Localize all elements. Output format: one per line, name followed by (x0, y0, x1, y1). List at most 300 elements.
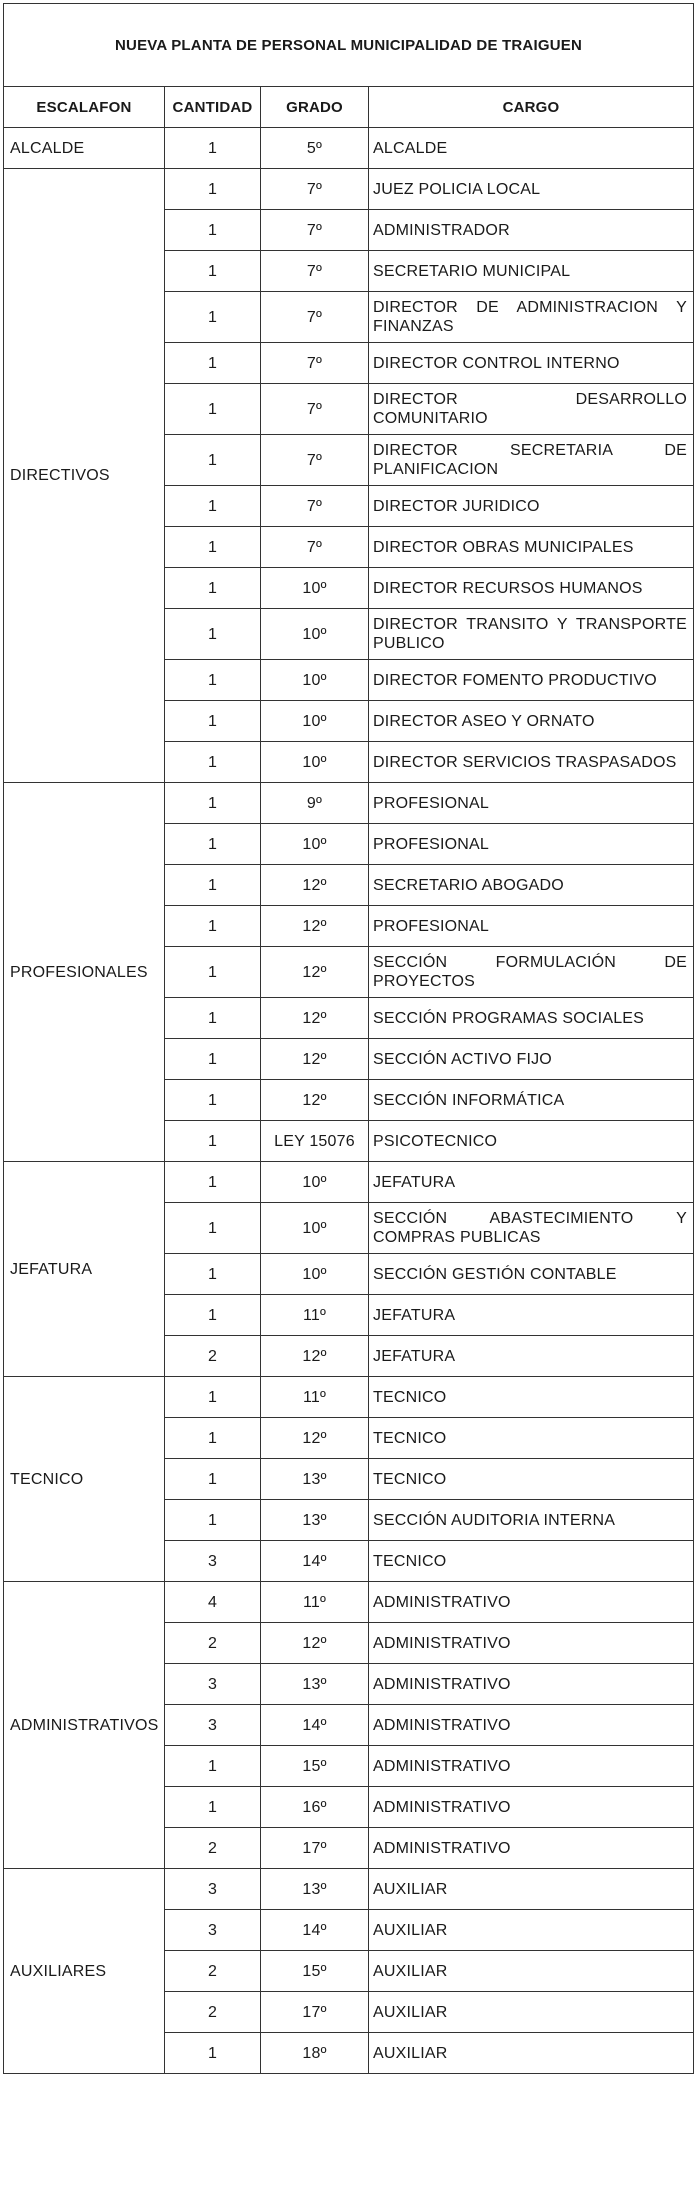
cargo-cell (368, 1038, 694, 1080)
grado-cell-text: 12º (302, 1634, 327, 1652)
grado-cell (260, 1909, 369, 1951)
grado-cell-text: 12º (302, 1091, 327, 1109)
grado-cell (260, 1786, 369, 1828)
cantidad-cell-text: 1 (207, 1009, 218, 1027)
cargo-cell-text: ADMINISTRATIVO (373, 1716, 511, 1734)
cantidad-cell-text: 2 (207, 1634, 218, 1652)
escalafon-cell (3, 1161, 165, 1377)
cantidad-cell-text: 2 (207, 1839, 218, 1857)
cargo-cell-text: PSICOTECNICO (373, 1132, 498, 1150)
grado-cell-text: 12º (302, 1429, 327, 1447)
grado-cell-text: 14º (302, 1921, 327, 1939)
grado-cell-text: 17º (302, 2003, 327, 2021)
cargo-cell-text: TECNICO (373, 1552, 447, 1570)
cantidad-cell (164, 1161, 261, 1203)
cargo-cell (368, 383, 694, 435)
grado-cell-text: 12º (302, 876, 327, 894)
cantidad-cell-text: 1 (207, 712, 218, 730)
cargo-cell (368, 608, 694, 660)
cantidad-cell-text: 1 (207, 1429, 218, 1447)
cargo-cell-text: SECCIÓN PROGRAMAS SOCIALES (373, 1009, 645, 1027)
cantidad-cell-text: 1 (207, 221, 218, 239)
cantidad-cell-text: 1 (207, 497, 218, 515)
cantidad-cell-text: 1 (207, 1757, 218, 1775)
grado-cell (260, 864, 369, 906)
cargo-cell-text: JEFATURA (373, 1173, 456, 1191)
cantidad-cell-text: 1 (207, 354, 218, 372)
grado-cell (260, 1202, 369, 1254)
header-cargo-text: CARGO (502, 98, 560, 116)
grado-cell (260, 741, 369, 783)
cargo-cell (368, 1581, 694, 1623)
cargo-cell (368, 946, 694, 998)
grado-cell (260, 997, 369, 1039)
cargo-cell (368, 1376, 694, 1418)
grado-cell (260, 1161, 369, 1203)
cargo-cell-text: ADMINISTRATIVO (373, 1757, 511, 1775)
grado-cell (260, 1079, 369, 1121)
cargo-cell-text: ADMINISTRATIVO (373, 1593, 511, 1611)
cantidad-cell (164, 1294, 261, 1336)
grado-cell (260, 1499, 369, 1541)
grado-cell-text: 11º (302, 1306, 327, 1324)
cargo-cell-text: SECCIÓN INFORMÁTICA (373, 1091, 565, 1109)
grado-cell (260, 127, 369, 169)
grado-cell-text: 7º (306, 497, 323, 515)
cantidad-cell-text: 3 (207, 1552, 218, 1570)
cantidad-cell-text: 1 (207, 1050, 218, 1068)
cantidad-cell-text: 1 (207, 963, 218, 981)
grado-cell (260, 1991, 369, 2033)
cargo-cell-text: AUXILIAR (373, 2044, 448, 2062)
grado-cell (260, 782, 369, 824)
cargo-cell-text: PROFESIONAL (373, 835, 490, 853)
cantidad-cell (164, 1622, 261, 1664)
cargo-cell (368, 209, 694, 251)
cargo-cell-text: SECCIÓN ABASTECIMIENTO Y COMPRAS PUBLICAS (373, 1210, 687, 1246)
grado-cell (260, 168, 369, 210)
grado-cell-text: 10º (302, 671, 327, 689)
cargo-cell-text: ADMINISTRATIVO (373, 1839, 511, 1857)
cargo-cell (368, 741, 694, 783)
cantidad-cell-text: 1 (207, 917, 218, 935)
cargo-cell-text: SECRETARIO MUNICIPAL (373, 262, 571, 280)
cargo-cell (368, 823, 694, 865)
cantidad-cell (164, 1038, 261, 1080)
grado-cell-text: LEY 15076 (274, 1132, 355, 1150)
cargo-cell-text: ALCALDE (373, 139, 448, 157)
cantidad-cell (164, 1704, 261, 1746)
grado-cell-text: 7º (306, 308, 323, 326)
grado-cell (260, 434, 369, 486)
cargo-cell-text: SECCIÓN GESTIÓN CONTABLE (373, 1265, 617, 1283)
cantidad-cell-text: 1 (207, 794, 218, 812)
cantidad-cell (164, 434, 261, 486)
cantidad-cell-text: 1 (207, 1470, 218, 1488)
cantidad-cell-text: 1 (207, 1388, 218, 1406)
cargo-cell (368, 1868, 694, 1910)
grado-cell-text: 12º (302, 963, 327, 981)
cargo-cell-text: DIRECTOR DE ADMINISTRACION Y FINANZAS (373, 299, 687, 335)
header-grado-text: GRADO (286, 98, 343, 116)
cantidad-cell (164, 250, 261, 292)
cargo-cell (368, 659, 694, 701)
grado-cell (260, 291, 369, 343)
grado-cell (260, 1417, 369, 1459)
cantidad-cell (164, 1079, 261, 1121)
grado-cell (260, 209, 369, 251)
grado-cell-text: 7º (306, 221, 323, 239)
cargo-cell (368, 1499, 694, 1541)
grado-cell (260, 700, 369, 742)
cantidad-cell (164, 659, 261, 701)
grado-cell-text: 15º (302, 1962, 327, 1980)
header-cargo (368, 86, 694, 128)
grado-cell-text: 10º (302, 1219, 327, 1237)
grado-cell-text: 13º (302, 1511, 327, 1529)
grado-cell (260, 1663, 369, 1705)
grado-cell (260, 2032, 369, 2074)
cargo-cell-text: SECCIÓN AUDITORIA INTERNA (373, 1511, 616, 1529)
escalafon-cell (3, 127, 165, 169)
grado-cell-text: 14º (302, 1716, 327, 1734)
cargo-cell-text: DIRECTOR SERVICIOS TRASPASADOS (373, 753, 677, 771)
escalafon-cell-text: ALCALDE (10, 139, 85, 157)
cantidad-cell-text: 1 (207, 1091, 218, 1109)
cargo-cell (368, 127, 694, 169)
cargo-cell-text: ADMINISTRATIVO (373, 1798, 511, 1816)
grado-cell-text: 16º (302, 1798, 327, 1816)
cantidad-cell (164, 383, 261, 435)
grado-cell-text: 18º (302, 2044, 327, 2062)
grado-cell (260, 1622, 369, 1664)
cargo-cell (368, 291, 694, 343)
grado-cell-text: 10º (302, 625, 327, 643)
cargo-cell (368, 1294, 694, 1336)
grado-cell-text: 13º (302, 1470, 327, 1488)
cantidad-cell-text: 1 (207, 579, 218, 597)
grado-cell (260, 823, 369, 865)
cargo-cell-text: SECCIÓN ACTIVO FIJO (373, 1050, 552, 1068)
cargo-cell (368, 1417, 694, 1459)
cargo-cell (368, 1950, 694, 1992)
grado-cell-text: 7º (306, 354, 323, 372)
grado-cell (260, 342, 369, 384)
grado-cell (260, 905, 369, 947)
cantidad-cell (164, 567, 261, 609)
cargo-cell (368, 250, 694, 292)
cargo-cell (368, 1120, 694, 1162)
grado-cell-text: 7º (306, 451, 323, 469)
cargo-cell (368, 1458, 694, 1500)
cantidad-cell (164, 1950, 261, 1992)
cantidad-cell (164, 1745, 261, 1787)
cantidad-cell-text: 1 (207, 1306, 218, 1324)
cargo-cell-text: JUEZ POLICIA LOCAL (373, 180, 541, 198)
grado-cell-text: 9º (306, 794, 323, 812)
grado-cell-text: 12º (302, 1347, 327, 1365)
grado-cell (260, 659, 369, 701)
cantidad-cell-text: 2 (207, 1347, 218, 1365)
cantidad-cell (164, 864, 261, 906)
escalafon-cell-text: PROFESIONALES (10, 963, 148, 981)
cantidad-cell-text: 1 (207, 451, 218, 469)
grado-cell (260, 608, 369, 660)
cantidad-cell-text: 4 (207, 1593, 218, 1611)
cantidad-cell-text: 1 (207, 671, 218, 689)
table-title-text: NUEVA PLANTA DE PERSONAL MUNICIPALIDAD DE TRAIGUEN (115, 36, 582, 54)
cantidad-cell (164, 700, 261, 742)
cantidad-cell (164, 291, 261, 343)
cantidad-cell-text: 3 (207, 1921, 218, 1939)
cantidad-cell-text: 1 (207, 1511, 218, 1529)
cargo-cell-text: SECRETARIO ABOGADO (373, 876, 564, 894)
cargo-cell (368, 1827, 694, 1869)
cantidad-cell-text: 1 (207, 180, 218, 198)
cargo-cell (368, 342, 694, 384)
grado-cell (260, 250, 369, 292)
cargo-cell-text: DIRECTOR RECURSOS HUMANOS (373, 579, 643, 597)
cargo-cell-text: DIRECTOR FOMENTO PRODUCTIVO (373, 671, 657, 689)
cantidad-cell (164, 1540, 261, 1582)
grado-cell-text: 15º (302, 1757, 327, 1775)
cantidad-cell (164, 905, 261, 947)
cantidad-cell-text: 2 (207, 2003, 218, 2021)
grado-cell (260, 946, 369, 998)
grado-cell (260, 1868, 369, 1910)
cantidad-cell-text: 1 (207, 625, 218, 643)
grado-cell-text: 12º (302, 917, 327, 935)
grado-cell (260, 1294, 369, 1336)
grado-cell (260, 1704, 369, 1746)
escalafon-cell-text: TECNICO (10, 1470, 84, 1488)
cantidad-cell-text: 1 (207, 308, 218, 326)
cantidad-cell-text: 1 (207, 2044, 218, 2062)
cantidad-cell (164, 1253, 261, 1295)
header-cantidad-text: CANTIDAD (172, 98, 253, 116)
escalafon-cell-text: DIRECTIVOS (10, 467, 110, 484)
cantidad-cell (164, 997, 261, 1039)
cargo-cell (368, 1745, 694, 1787)
cargo-cell (368, 1663, 694, 1705)
cantidad-cell-text: 1 (207, 1219, 218, 1237)
cantidad-cell (164, 1335, 261, 1377)
cargo-cell (368, 485, 694, 527)
cargo-cell-text: AUXILIAR (373, 2003, 448, 2021)
escalafon-cell-text: JEFATURA (10, 1260, 93, 1278)
grado-cell-text: 7º (306, 180, 323, 198)
cargo-cell-text: DIRECTOR ASEO Y ORNATO (373, 712, 595, 730)
cantidad-cell-text: 1 (207, 1173, 218, 1191)
cantidad-cell (164, 1202, 261, 1254)
cargo-cell-text: SECCIÓN FORMULACIÓN DE PROYECTOS (373, 954, 687, 990)
grado-cell-text: 12º (302, 1050, 327, 1068)
cantidad-cell (164, 1663, 261, 1705)
cantidad-cell (164, 1458, 261, 1500)
cargo-cell (368, 1786, 694, 1828)
escalafon-cell-text: AUXILIARES (10, 1962, 107, 1980)
cantidad-cell (164, 1376, 261, 1418)
cargo-cell (368, 782, 694, 824)
grado-cell-text: 11º (302, 1593, 327, 1611)
cantidad-cell-text: 3 (207, 1880, 218, 1898)
cantidad-cell (164, 209, 261, 251)
cargo-cell (368, 434, 694, 486)
cargo-cell-text: ADMINISTRADOR (373, 221, 510, 239)
cantidad-cell (164, 526, 261, 568)
cargo-cell-text: DIRECTOR CONTROL INTERNO (373, 354, 620, 372)
cargo-cell (368, 864, 694, 906)
cargo-cell-text: AUXILIAR (373, 1962, 448, 1980)
cargo-cell (368, 1540, 694, 1582)
escalafon-cell (3, 782, 165, 1162)
grado-cell-text: 10º (302, 1173, 327, 1191)
cantidad-cell-text: 2 (207, 1962, 218, 1980)
grado-cell (260, 383, 369, 435)
cargo-cell-text: DIRECTOR TRANSITO Y TRANSPORTE PUBLICO (373, 616, 687, 652)
cargo-cell-text: TECNICO (373, 1388, 447, 1406)
header-escalafon (3, 86, 165, 128)
cargo-cell (368, 2032, 694, 2074)
cantidad-cell (164, 1581, 261, 1623)
escalafon-cell (3, 1581, 165, 1869)
escalafon-cell (3, 1868, 165, 2074)
cargo-cell-text: DIRECTOR OBRAS MUNICIPALES (373, 538, 634, 556)
escalafon-cell (3, 1376, 165, 1582)
cargo-cell (368, 1622, 694, 1664)
cantidad-cell (164, 1868, 261, 1910)
cantidad-cell-text: 1 (207, 400, 218, 418)
grado-cell-text: 7º (306, 400, 323, 418)
cargo-cell-text: DIRECTOR SECRETARIA DE PLANIFICACION (373, 442, 687, 478)
grado-cell (260, 485, 369, 527)
cantidad-cell-text: 1 (207, 835, 218, 853)
cantidad-cell (164, 1991, 261, 2033)
cargo-cell (368, 1202, 694, 1254)
cargo-cell (368, 168, 694, 210)
cantidad-cell-text: 3 (207, 1675, 218, 1693)
grado-cell (260, 1950, 369, 1992)
grado-cell-text: 10º (302, 753, 327, 771)
grado-cell (260, 1253, 369, 1295)
grado-cell (260, 1038, 369, 1080)
cargo-cell (368, 567, 694, 609)
grado-cell (260, 1745, 369, 1787)
cargo-cell (368, 700, 694, 742)
grado-cell (260, 1827, 369, 1869)
grado-cell-text: 7º (306, 538, 323, 556)
grado-cell-text: 10º (302, 712, 327, 730)
cantidad-cell (164, 1417, 261, 1459)
cantidad-cell-text: 1 (207, 876, 218, 894)
cargo-cell-text: TECNICO (373, 1429, 447, 1447)
cargo-cell-text: AUXILIAR (373, 1880, 448, 1898)
cargo-cell-text: TECNICO (373, 1470, 447, 1488)
cantidad-cell (164, 1909, 261, 1951)
cargo-cell-text: DIRECTOR JURIDICO (373, 497, 540, 515)
cantidad-cell-text: 1 (207, 538, 218, 556)
cargo-cell (368, 1161, 694, 1203)
cantidad-cell (164, 168, 261, 210)
cantidad-cell-text: 1 (207, 262, 218, 280)
grado-cell (260, 1581, 369, 1623)
cargo-cell-text: JEFATURA (373, 1347, 456, 1365)
cargo-cell-text: DIRECTOR DESARROLLO COMUNITARIO (373, 391, 687, 427)
cargo-cell-text: PROFESIONAL (373, 794, 490, 812)
cargo-cell-text: ADMINISTRATIVO (373, 1675, 511, 1693)
grado-cell-text: 11º (302, 1388, 327, 1406)
cantidad-cell (164, 823, 261, 865)
grado-cell (260, 1458, 369, 1500)
cargo-cell (368, 997, 694, 1039)
cargo-cell (368, 1335, 694, 1377)
header-grado (260, 86, 369, 128)
cargo-cell (368, 1253, 694, 1295)
cargo-cell-text: ADMINISTRATIVO (373, 1634, 511, 1652)
cantidad-cell (164, 1499, 261, 1541)
grado-cell (260, 526, 369, 568)
cargo-cell-text: JEFATURA (373, 1306, 456, 1324)
header-escalafon-text: ESCALAFON (36, 98, 132, 116)
cantidad-cell (164, 1786, 261, 1828)
cargo-cell (368, 1079, 694, 1121)
cantidad-cell (164, 946, 261, 998)
grado-cell-text: 10º (302, 579, 327, 597)
cantidad-cell-text: 1 (207, 139, 218, 157)
cantidad-cell-text: 1 (207, 753, 218, 771)
grado-cell-text: 13º (302, 1675, 327, 1693)
grado-cell-text: 7º (306, 262, 323, 280)
grado-cell-text: 14º (302, 1552, 327, 1570)
grado-cell-text: 13º (302, 1880, 327, 1898)
cantidad-cell (164, 1827, 261, 1869)
cantidad-cell-text: 1 (207, 1798, 218, 1816)
cargo-cell (368, 905, 694, 947)
cantidad-cell-text: 1 (207, 1132, 218, 1150)
cantidad-cell (164, 485, 261, 527)
cargo-cell (368, 1991, 694, 2033)
cantidad-cell (164, 1120, 261, 1162)
grado-cell (260, 1120, 369, 1162)
table-title (3, 3, 694, 87)
cargo-cell (368, 1704, 694, 1746)
header-cantidad (164, 86, 261, 128)
grado-cell-text: 12º (302, 1009, 327, 1027)
grado-cell (260, 1540, 369, 1582)
cantidad-cell (164, 782, 261, 824)
grado-cell (260, 567, 369, 609)
grado-cell-text: 5º (306, 139, 323, 157)
cargo-cell (368, 1909, 694, 1951)
cantidad-cell-text: 3 (207, 1716, 218, 1734)
escalafon-cell (3, 168, 165, 783)
cargo-cell-text: PROFESIONAL (373, 917, 490, 935)
cantidad-cell-text: 1 (207, 1265, 218, 1283)
grado-cell (260, 1376, 369, 1418)
cantidad-cell (164, 2032, 261, 2074)
cantidad-cell (164, 127, 261, 169)
grado-cell-text: 17º (302, 1839, 327, 1857)
grado-cell (260, 1335, 369, 1377)
cantidad-cell (164, 608, 261, 660)
escalafon-cell-text: ADMINISTRATIVOS (10, 1716, 159, 1734)
grado-cell-text: 10º (302, 835, 327, 853)
grado-cell-text: 10º (302, 1265, 327, 1283)
cargo-cell-text: AUXILIAR (373, 1921, 448, 1939)
cantidad-cell (164, 741, 261, 783)
cantidad-cell (164, 342, 261, 384)
cargo-cell (368, 526, 694, 568)
